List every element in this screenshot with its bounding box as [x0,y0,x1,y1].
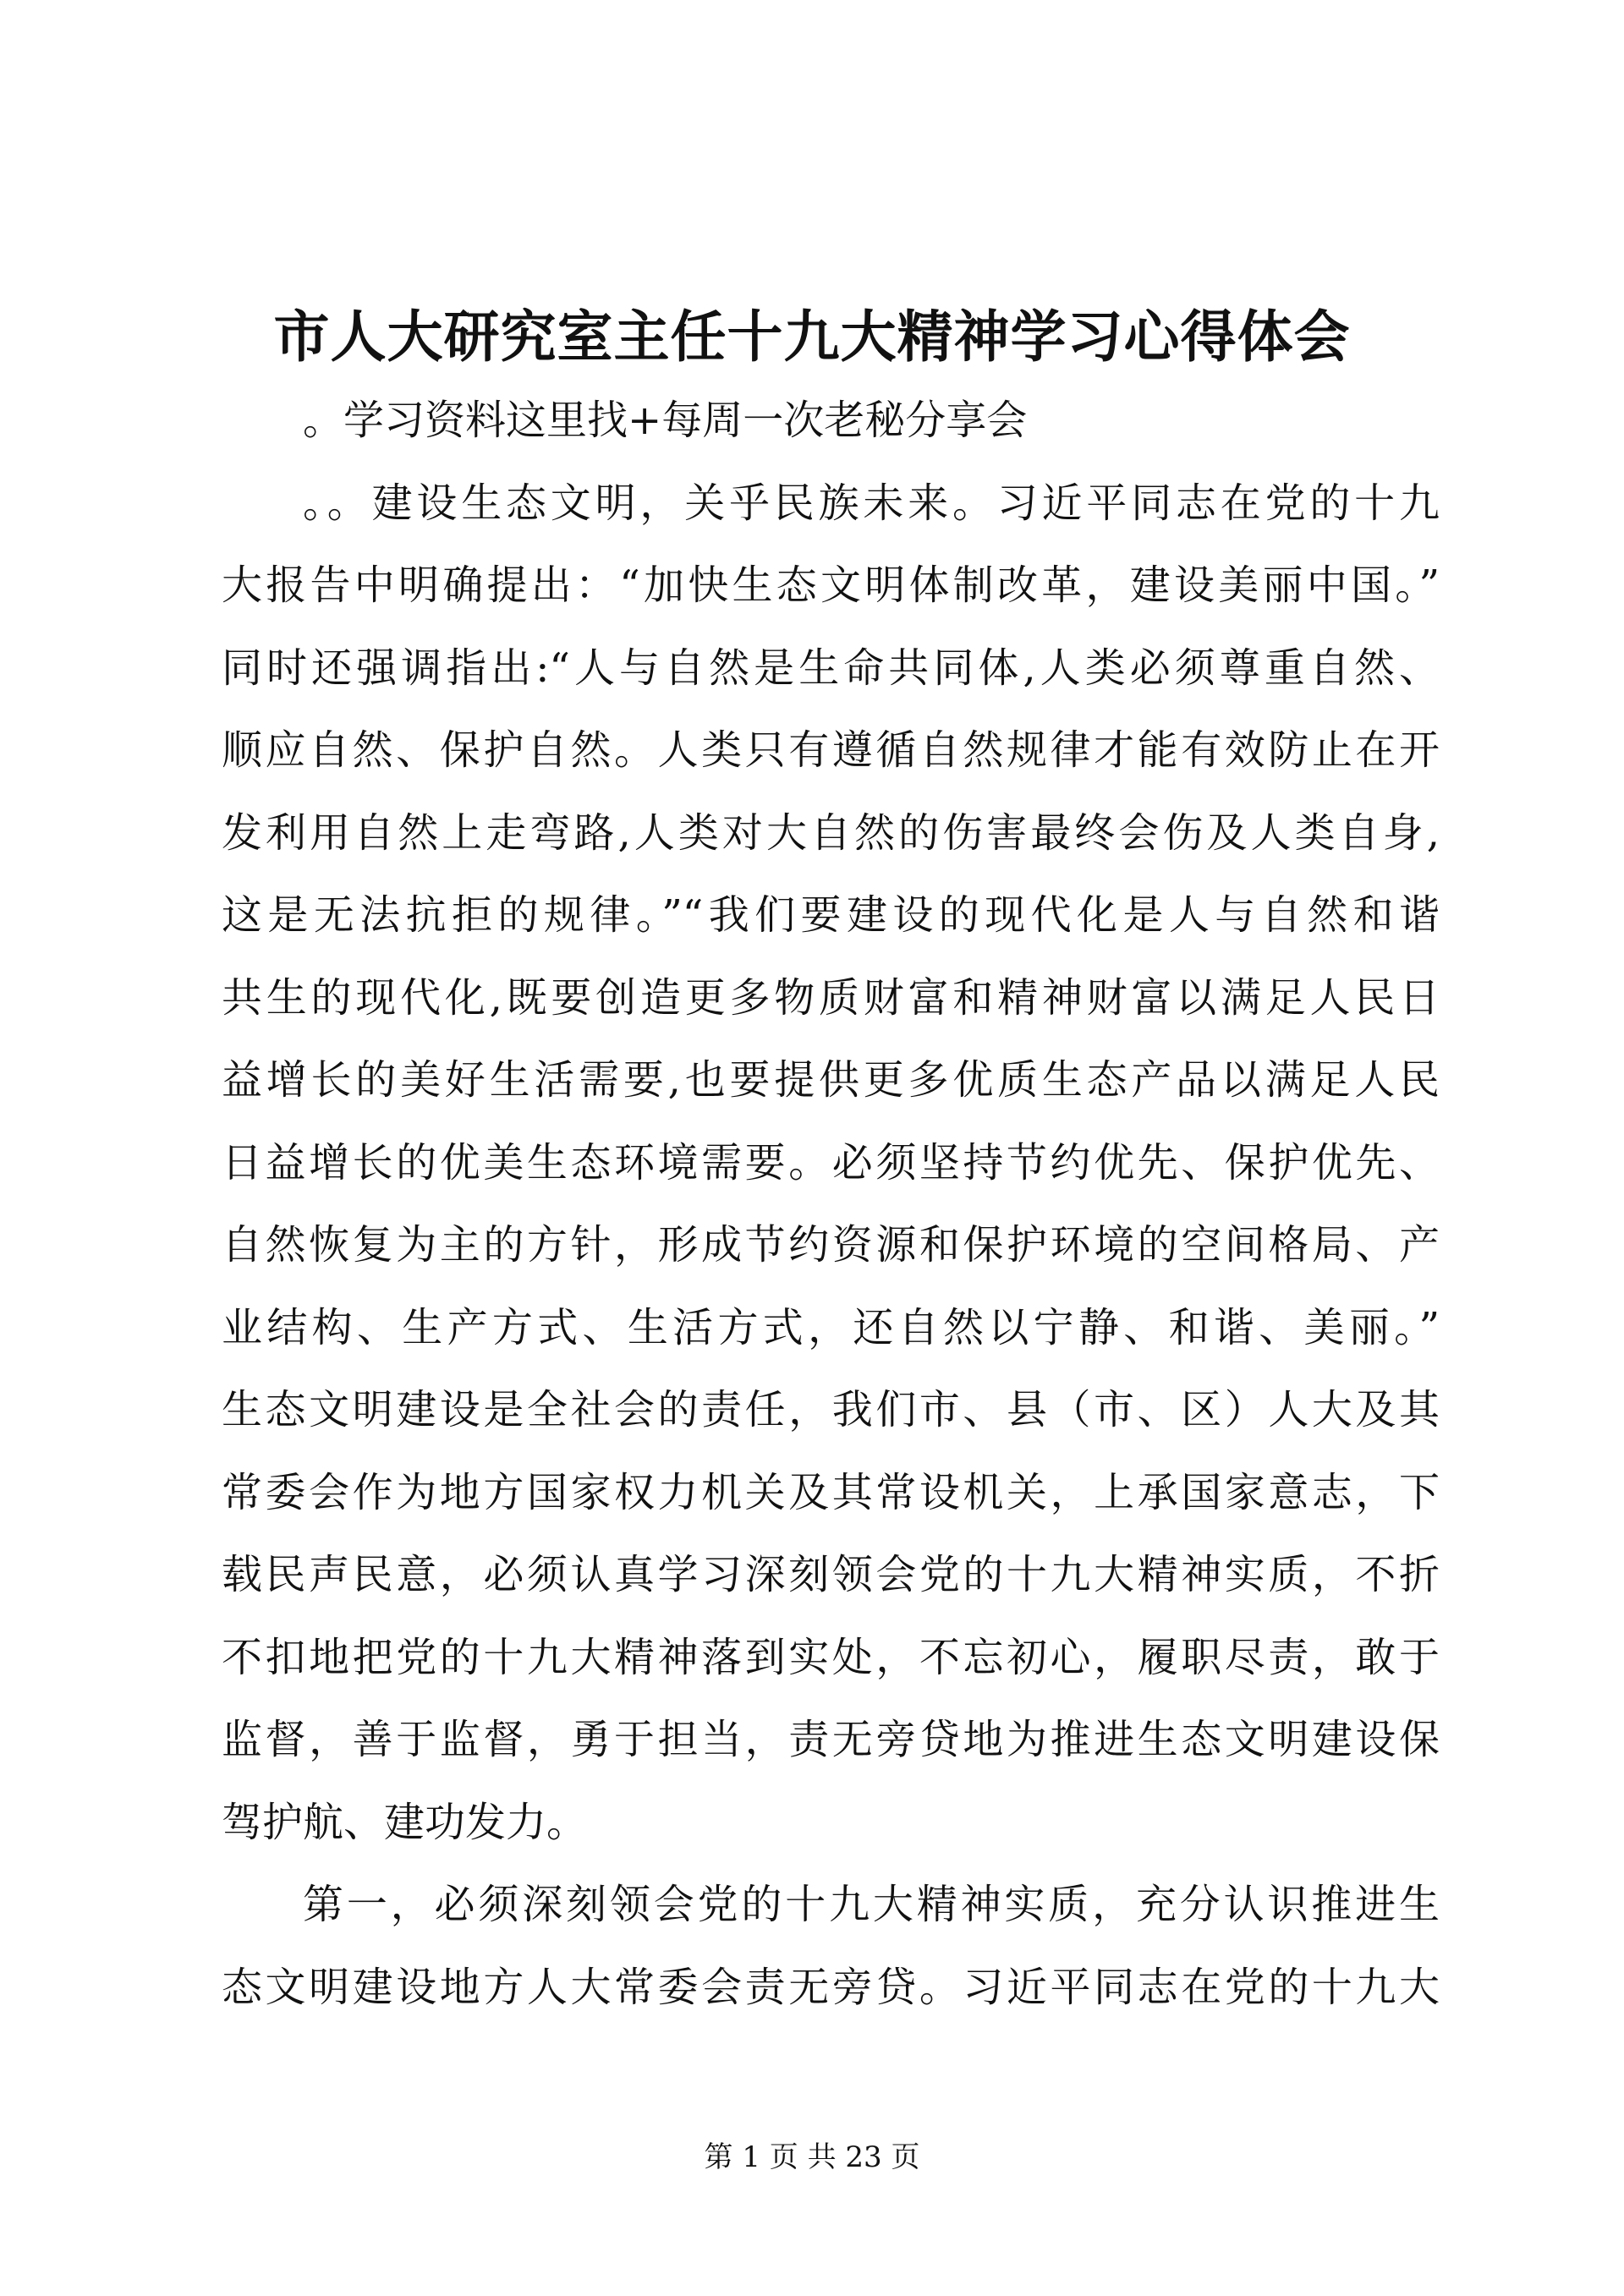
text-line: 载民声民意，必须认真学习深刻领会党的十九大精神实质，不折 [222,1551,1440,1598]
paragraph [222,463,1440,1865]
text-line: 业结构、生产方式、生活方式，还自然以宁静、和谐、美丽。” [222,1303,1440,1351]
document-title: 市人大研究室主任十九大精神学习心得体会 [273,304,1351,370]
text-line: 。。建设生态文明，关乎民族未来。习近平同志在党的十九 [303,479,1440,527]
text-line: 生态文明建设是全社会的责任，我们市、县（市、区）人大及其 [222,1386,1440,1433]
text-line: 态文明建设地方人大常委会责无旁贷。习近平同志在党的十九大 [222,1963,1440,2011]
paragraphs [222,463,1440,2030]
document-body [222,380,1440,2029]
text-line: 不扣地把党的十九大精神落到实处，不忘初心，履职尽责，敢于 [222,1633,1440,1681]
text-line: 这是无法抗拒的规律。”“我们要建设的现代化是人与自然和谐 [222,891,1440,939]
text-line: 自然恢复为主的方针，形成节约资源和保护环境的空间格局、产 [222,1221,1440,1269]
text-line: 顺应自然、保护自然。人类只有遵循自然规律才能有效防止在开 [222,726,1440,774]
subtitle-line: 。学习资料这里找+每周一次老秘分享会 [303,397,1028,444]
page-footer: 第 1 页 共 23 页 [704,2140,920,2174]
text-line: 益增长的美好生活需要,也要提供更多优质生态产品以满足人民 [222,1056,1440,1104]
text-line: 驾护航、建功发力。 [222,1798,588,1846]
text-line: 发利用自然上走弯路,人类对大自然的伤害最终会伤及人类自身, [222,808,1440,857]
text-line: 第一，必须深刻领会党的十九大精神实质，充分认识推进生 [303,1881,1440,1928]
text-line: 同时还强调指出:“人与自然是生命共同体,人类必须尊重自然、 [222,644,1440,692]
paragraph [222,1864,1440,2029]
text-line: 共生的现代化,既要创造更多物质财富和精神财富以满足人民日 [222,973,1440,1022]
text-line: 日益增长的优美生态环境需要。必须坚持节约优先、保护优先、 [222,1138,1440,1186]
text-line: 监督，善于监督，勇于担当，责无旁贷地为推进生态文明建设保 [222,1716,1440,1763]
text-line: 常委会作为地方国家权力机关及其常设机关，上承国家意志，下 [222,1468,1440,1516]
text-line: 大报告中明确提出：“加快生态文明体制改革，建设美丽中国。” [222,562,1440,609]
